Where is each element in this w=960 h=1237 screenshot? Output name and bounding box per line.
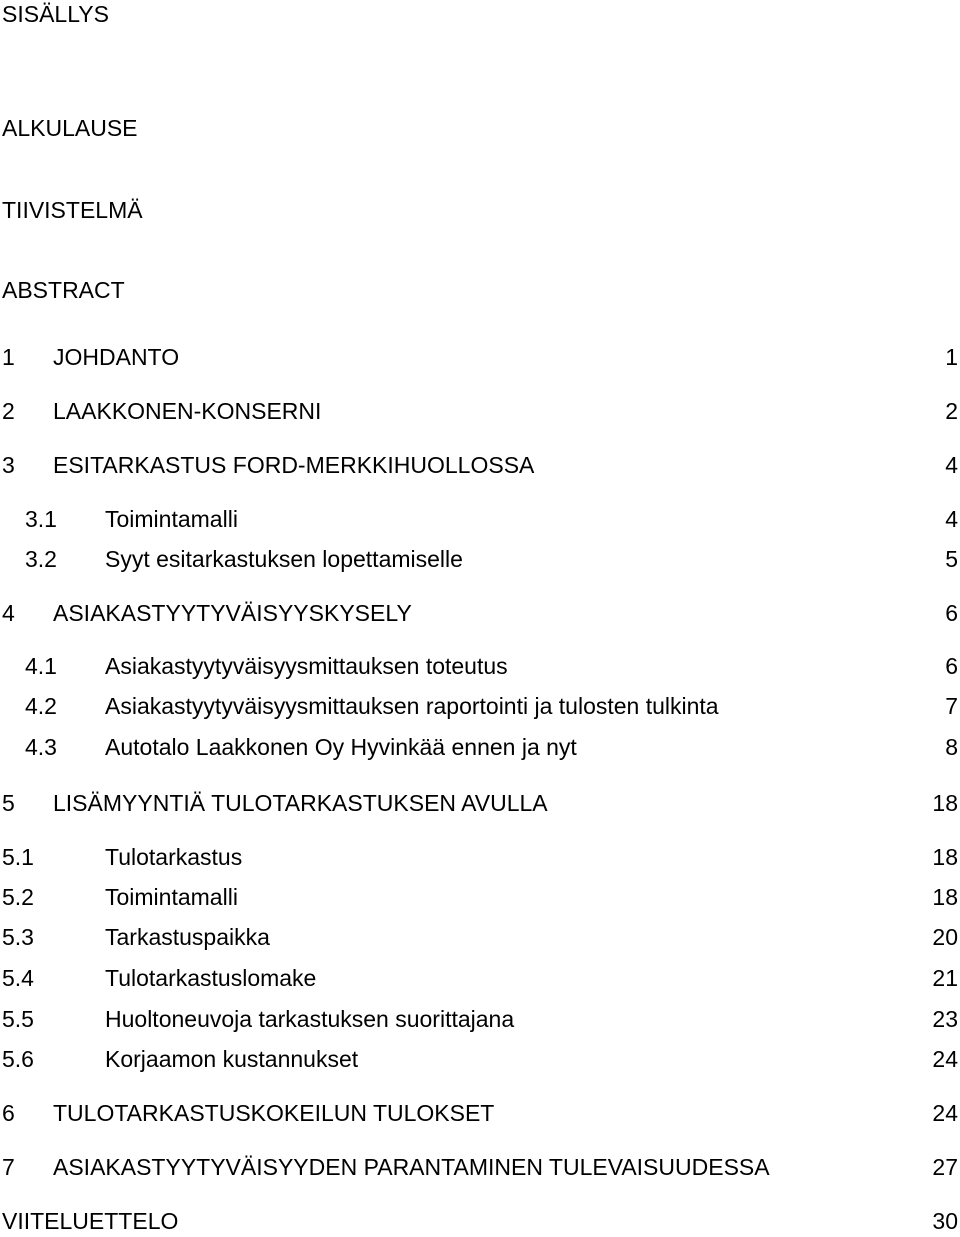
toc-entry-title: Tulotarkastuslomake: [105, 965, 317, 991]
toc-entry-page: 7: [945, 693, 958, 719]
toc-subentry: [0, 1003, 960, 1035]
toc-subentry: [0, 650, 960, 682]
toc-entry-title: Tulotarkastus: [105, 844, 243, 870]
toc-subentry: [0, 690, 960, 722]
toc-entry-title: Huoltoneuvoja tarkastuksen suorittajana: [105, 1006, 515, 1032]
toc-entry-title: TULOTARKASTUSKOKEILUN TULOKSET: [53, 1100, 495, 1126]
toc-entry-title: LISÄMYYNTIÄ TULOTARKASTUKSEN AVULLA: [53, 790, 548, 816]
toc-entry-number: 5.6: [2, 1046, 34, 1072]
toc-entry: [0, 1151, 960, 1183]
toc-entry-title: ASIAKASTYYTYVÄISYYDEN PARANTAMINEN TULEVAISUUDESSA: [53, 1154, 770, 1180]
toc-entry-title: ASIAKASTYYTYVÄISYYSKYSELY: [53, 600, 412, 626]
toc-entry-page: 24: [932, 1046, 958, 1072]
toc-entry-page: 30: [932, 1208, 958, 1234]
toc-entry: [0, 395, 960, 427]
toc-front-tiivistelma: [0, 194, 960, 226]
toc-entry-page: 6: [945, 653, 958, 679]
toc-entry-page: 4: [945, 452, 958, 478]
toc-entry-number: 4: [2, 600, 15, 626]
toc-entry-title: Korjaamon kustannukset: [105, 1046, 359, 1072]
toc-front-alkulause: [0, 112, 960, 144]
toc-heading-text: SISÄLLYS: [2, 1, 109, 27]
toc-entry: [0, 341, 960, 373]
toc-entry-number: 2: [2, 398, 15, 424]
toc-entry-title: JOHDANTO: [53, 344, 180, 370]
toc-entry-number: 5: [2, 790, 15, 816]
toc-entry-title: Syyt esitarkastuksen lopettamiselle: [105, 546, 463, 572]
toc-entry: [0, 1097, 960, 1129]
toc-entry: [0, 597, 960, 629]
toc-entry-page: 4: [945, 506, 958, 532]
toc-entry-number: 6: [2, 1100, 15, 1126]
toc-entry-title: Asiakastyytyväisyysmittauksen raportointi ja tulosten tulkinta: [105, 693, 719, 719]
toc-subentry: [0, 1043, 960, 1075]
toc-entry-number: 4.2: [25, 693, 57, 719]
toc-front-label: ABSTRACT: [2, 277, 125, 303]
toc-entry-page: 8: [945, 734, 958, 760]
toc-front-abstract: [0, 274, 960, 306]
toc-entry-page: 20: [932, 924, 958, 950]
toc-entry-page: 18: [932, 790, 958, 816]
toc-entry-page: 2: [945, 398, 958, 424]
toc-front-label: ALKULAUSE: [2, 115, 138, 141]
toc-entry-page: 1: [945, 344, 958, 370]
toc-subentry: [0, 543, 960, 575]
toc-entry-page: 18: [932, 844, 958, 870]
toc-subentry: [0, 841, 960, 873]
toc-entry-number: 7: [2, 1154, 15, 1180]
toc-front-label: TIIVISTELMÄ: [2, 197, 143, 223]
toc-entry-number: 5.2: [2, 884, 34, 910]
toc-entry-page: 18: [932, 884, 958, 910]
toc-entry-number: 3.1: [25, 506, 57, 532]
toc-entry-title: Asiakastyytyväisyysmittauksen toteutus: [105, 653, 508, 679]
toc-entry: [0, 449, 960, 481]
toc-entry-number: 3.2: [25, 546, 57, 572]
toc-subentry: [0, 962, 960, 994]
toc-entry-page: 21: [932, 965, 958, 991]
toc-entry-title: Tarkastuspaikka: [105, 924, 270, 950]
toc-heading: [0, 0, 960, 30]
toc-entry-number: 4.1: [25, 653, 57, 679]
toc-entry-number: 1: [2, 344, 15, 370]
toc-entry-number: 3: [2, 452, 15, 478]
toc-subentry: [0, 731, 960, 763]
toc-entry-title: Toimintamalli: [105, 884, 238, 910]
toc-entry-title: LAAKKONEN-KONSERNI: [53, 398, 322, 424]
toc-entry-number: 4.3: [25, 734, 57, 760]
toc-entry-page: 27: [932, 1154, 958, 1180]
toc-entry-number: 5.4: [2, 965, 34, 991]
toc-entry-page: 6: [945, 600, 958, 626]
toc-entry-page: 5: [945, 546, 958, 572]
toc-entry-references: [0, 1205, 960, 1237]
toc-entry-title: ESITARKASTUS FORD-MERKKIHUOLLOSSA: [53, 452, 535, 478]
toc-entry-number: 5.1: [2, 844, 34, 870]
toc-entry-page: 24: [932, 1100, 958, 1126]
toc-entry-title: Autotalo Laakkonen Oy Hyvinkää ennen ja nyt: [105, 734, 577, 760]
toc-entry-page: 23: [932, 1006, 958, 1032]
toc-subentry: [0, 881, 960, 913]
toc-subentry: [0, 503, 960, 535]
toc-entry-title: VIITELUETTELO: [2, 1208, 179, 1234]
toc-entry-title: Toimintamalli: [105, 506, 238, 532]
toc-entry-number: 5.3: [2, 924, 34, 950]
toc-entry-number: 5.5: [2, 1006, 34, 1032]
toc-subentry: [0, 921, 960, 953]
toc-entry: [0, 787, 960, 819]
